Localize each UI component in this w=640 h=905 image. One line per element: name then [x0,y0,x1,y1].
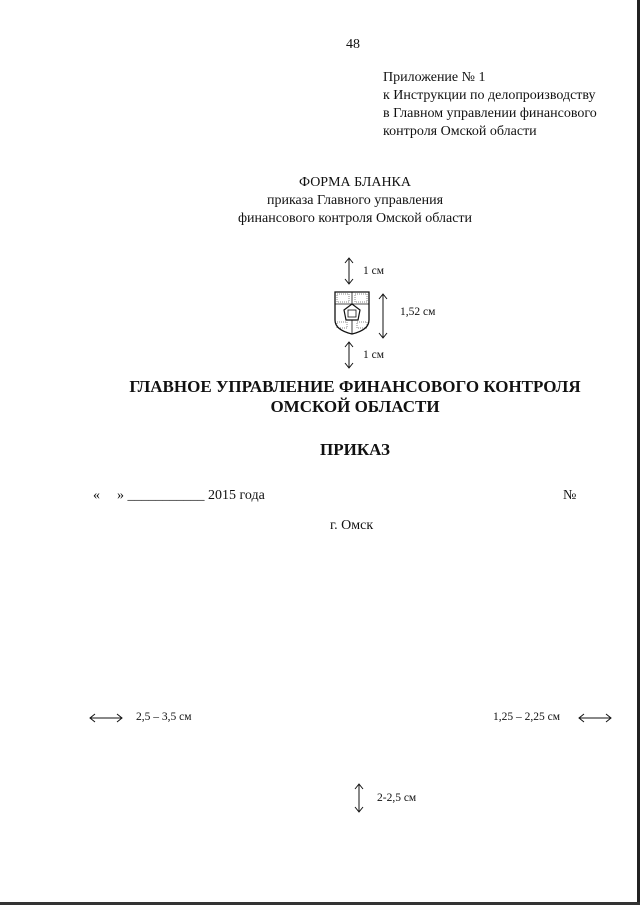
horizontal-arrow-icon [577,712,613,724]
dim-bottom-margin: 2-2,5 см [377,792,417,804]
vertical-arrow-icon [343,256,355,286]
vertical-arrow-icon [377,292,389,340]
form-title-line-2: финансового контроля Омской области [237,211,473,226]
dim-left-margin: 2,5 – 3,5 см [136,711,192,723]
dim-below-emblem: 1 см [363,349,385,361]
appendix-line-2: к Инструкции по делопроизводству [383,88,596,103]
date-close-quote: » [117,488,124,503]
dim-right-margin: 1,25 – 2,25 см [493,711,561,723]
appendix-line-1: Приложение № 1 [383,70,486,85]
vertical-arrow-icon [343,340,355,370]
form-title: ФОРМА БЛАНКА [298,175,412,190]
appendix-block [383,69,597,141]
doc-type: ПРИКАЗ [320,440,390,459]
org-name-line-1: ГЛАВНОЕ УПРАВЛЕНИЕ ФИНАНСОВОГО КОНТРОЛЯ [129,377,581,396]
date-year: 2015 года [208,488,265,503]
org-name [90,377,620,417]
date-open-quote: « [93,488,100,503]
number-sign: № [563,488,577,503]
date-blank: ___________ [127,488,205,503]
form-title-line-1: приказа Главного управления [266,193,444,208]
org-name-line-2: ОМСКОЙ ОБЛАСТИ [270,397,440,416]
appendix-line-3: в Главном управлении финансового [383,106,597,121]
horizontal-arrow-icon [88,712,124,724]
dim-above-emblem: 1 см [363,265,385,277]
date-line [93,487,265,505]
appendix-line-4: контроля Омской области [383,124,537,139]
city: г. Омск [330,518,374,533]
vertical-arrow-icon [353,782,365,814]
page-number: 48 [346,37,360,52]
dim-emblem-height: 1,52 см [400,306,436,318]
form-title-block [200,174,510,228]
coat-of-arms-icon [332,290,372,336]
